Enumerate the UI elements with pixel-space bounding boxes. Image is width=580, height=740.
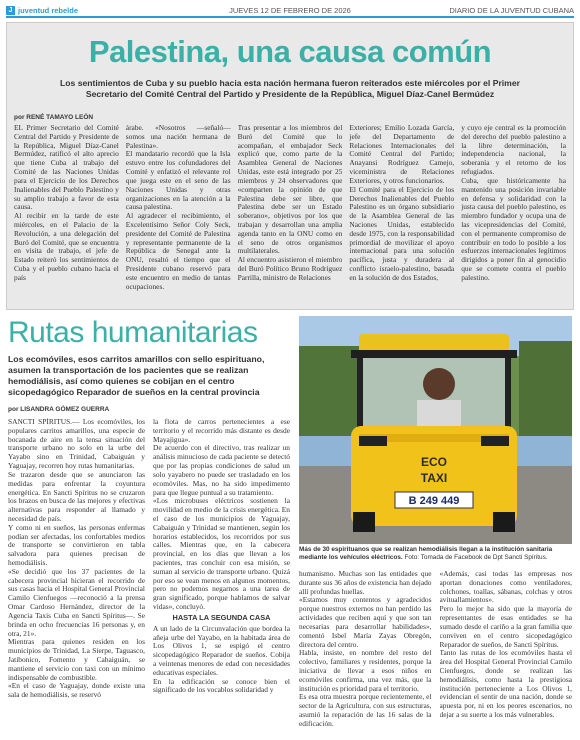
article2-columns-left bbox=[8, 418, 290, 734]
article2-col2b: A un lado de la Circunvalación que bordea la añeja urbe del Yayabo, en la habitada área de Los Olivos 1, se espigó el centro sicopedagógico Reparador de sueños. Cobija a veintenas menores de edad con necesidades educativas especiales. En la edificación se conoce bien el significado de los vocablos solidaridad y bbox=[153, 623, 290, 695]
article2-col2a: la flota de carros pertenecientes a ese territorio y el recorrido más distante es desde Mayajigua». De acuerdo con el directivo, tras realizar un análisis minucioso de cada paciente se detectó que por las propias condiciones de salud un solo yayabero no puede ser trasladado en los ecomóviles. Mas, no ha sido impedimento para que llegue puntual a su tratamiento. «Los microbuses eléctricos sostienen la movilidad en medio de la crisis energética. En el caso de los municipios de Yaguajay, Cabaiguán y Trinidad se mantienen, según los horarios establecidos, los recorridos por sus calles. Mientras que, en la cabecera provincial, en los días que llevan a los pacientes, tras concluir con esa misión, se suman al servicio de transporte urbano. Quizá por eso se vean menos en algunos momentos, pero no podemos negarnos a una tarea de gran significado, porque hablamos de salvar vidas», concluyó. bbox=[153, 418, 290, 612]
article1-col: EL Primer Secretario del Comité Central del Partido y Presidente de la República, Miguel Díaz-Canel Bermúdez, ratificó el alto aprecio que tiene Cuba al trabajo del Comité de las Naciones Unidas para el Ejercicio de los Derechos Inalienables del Pueblo Palestino y su amplio trabajo a favor de esta causa. Al recibir en la tarde de este miércoles, en el Palacio de la Revolución, a una delegación del Buró del Comité, que se encuentra en visita de trabajo, el jefe de Estado reiteró los sentimientos de Cuba y el pueblo cubano hacia el país bbox=[14, 124, 119, 282]
caption-credit: Foto: Tomada de Facebook de Dpt Sancti Spíritus. bbox=[402, 553, 548, 561]
caption-lead: Más de 30 espirituanos que se realizan hemodiálisis llegan a la institución sanitaria mediante los vehículos eléctricos. bbox=[299, 546, 553, 561]
article1-title: Palestina, una causa común bbox=[88, 34, 492, 69]
article2-col: humanismo. Muchas son las entidades que durante sus 36 años de existencia han dejado allí profundas huellas. «Estamos muy contentos y agradecidos porque nuestros externos no han perdido las actividades que reciben aquí y que son tan necesarias para desarrollar habilidades», comentó Isbel María Zayas Obregón, directora del centro. Habla, insiste, en nombre del resto del colectivo, familiares y residentes, porque la iniciativa de llevar a esos niños en ecomóviles confirma, una vez más, que la institución es prioridad para el territorio. Es esa otra muestra porque recientemente, el sector de la Agricultura, con sus estructuras, asumió la reparación de las 16 salas de la edificación. bbox=[299, 570, 432, 728]
photo-caption bbox=[299, 546, 572, 561]
article1-deck: Los sentimientos de Cuba y su pueblo hacia esta nación hermana fueron reiterados este miércoles por el Primer Secretario del Comité Central del Partido y Presidente de la República, Miguel Díaz-Canel Bermúdez bbox=[60, 78, 520, 99]
article2-columns-right bbox=[299, 570, 572, 734]
article1-col: Exteriores; Emilio Lozada García, jefe del Departamento de Relaciones Internacionales del Comité Central del Partido; Anayansi Rodríguez Camejo, viceministra de Relaciones Exteriores, y otros funcionarios. El Comité para el Ejercicio de los Derechos Inalienables del Pueblo Palestino es un órgano subsidiario de la Asamblea General de las Naciones Unidas, establecido desde 1975, con la responsabilidad primordial de movilizar el apoyo internacional para una solución pacífica, justa y duradera al conflicto israelo-palestino, basada en la solución de dos Estados, bbox=[349, 124, 455, 282]
article2-subhead: HASTA LA SEGUNDA CASA bbox=[172, 612, 271, 622]
license-plate: B 249 449 bbox=[408, 495, 460, 507]
article2-col bbox=[153, 418, 290, 734]
paper-name: DIARIO DE LA JUVENTUD CUBANA bbox=[449, 5, 574, 15]
issue-date: JUEVES 12 DE FEBRERO DE 2026 bbox=[229, 5, 351, 15]
ecomovil-photo bbox=[299, 316, 572, 544]
article2-col: SANCTI SPÍRITUS.— Los ecomóviles, los populares carritos amarillos, una especie de bocanada de aire en la tensa situación del transporte urbano no solo en la urbe del Yayabo sino en Trinidad, Cabaiguán y Yaguajay, recorren hoy rutas humanitarias. Se trazaron desde que se anunciaron las medidas para enfrentar la coyuntura energética. En Sancti Spíritus no se cruzaron los brazos en busca de las mejores y efectivas alternativas para responder al llamado y necesidad de país. Y como ni en sueños, las personas enfermas podían ser afectadas, los confortables medios de transporte se convirtieron en tabla salvadora para quienes precisan de hemodiálisis. «Se decidió que los 37 pacientes de la cabecera provincial hicieran el recorrido de sus casas hacia el Hospital General Provincial Camilo Cienfuegos —reconoció a la prensa Omar Cardoso Hernández, director de la Agencia Taxis Cuba en Sancti Spíritus—. Se brinda en ocho frecuencias 16 personas y, en otra, 21». Mientras para quienes residen en los municipios de Trinidad, La Sierpe, Taguasco, Jatibonico, Fomento y Cabaiguán, se mantiene el servicio con taxi con un mínimo indispensable de combustible. «En el caso de Yaguajay, donde existe una sala de hemodiálisis, se reservó bbox=[8, 418, 145, 700]
ecomovil-illustration bbox=[299, 316, 572, 544]
article1-col: árabe. «Nosotros —señaló— somos una nación hermana de Palestina». El mandatario recordó que la Isla estuvo entre los cofundadores del Comité y enfatizó el relevante rol que juega este en el seno de las Naciones Unidas y otras organizaciones en la atención a la causa palestina. Al agradecer el recibimiento, el Excelentísimo Señor Coly Seck, presidente del Comité de Palestina y representante permanente de la República de Senegal ante la ONU, resaltó el tiempo que el Presidente cubano reservó para este encuentro en medio de tantas ocupaciones. bbox=[125, 124, 231, 291]
svg-text:TAXI: TAXI bbox=[420, 471, 448, 485]
article2-col: «Además, casi todas las empresas nos aportan donaciones como ventiladores, colchones, toallas, sábanas, colchas y otros avituallamientos». Pero lo mejor ha sido que la mayoría de representantes de esas entidades se ha sumado desde el cariño a la gran familia que conviven en el centro sicopedagógico Reparador de sueños, de Sancti Spíritus. Tanto las rutas de los ecomóviles hasta el área del Hospital General Provincial Camilo Cienfuegos, donde se realizan las hemodiálisis, como hasta la prestigiosa institución perteneciente a Los Olivos 1, evidencian el sentir de una nación, donde se apuesta por, ni en los peores escenarios, no dejar a su suerte a los más vulnerables. bbox=[439, 570, 572, 719]
page-header bbox=[6, 4, 574, 18]
logo-mark-icon: J bbox=[6, 6, 15, 15]
article2-title: Rutas humanitarias bbox=[8, 316, 258, 349]
article1-col: y cuyo eje central es la promoción del derecho del pueblo palestino a la libre determinación, la independencia nacional, la soberanía y el retorno de los refugiados. Cuba, que históricamente ha mantenido una posición invariable en defensa y solidaridad con la justa causa del pueblo palestino, es miembro fundador y ocupa una de las vicepresidencias del Comité, con el permanente compromiso de contribuir en todo lo posible a los esfuerzos internacionales legítimos dirigidos a poner fin al genocidio que se comete contra el pueblo palestino. bbox=[461, 124, 566, 282]
article1-byline: por RENÉ TAMAYO LEÓN bbox=[14, 114, 94, 121]
svg-text:ECO: ECO bbox=[420, 455, 448, 469]
article2-deck: Los ecomóviles, esos carritos amarillos con sello espirituano, asumen la transportación de los pacientes que se realizan hemodiálisis, así como quienes se cobijan en el centro sicopedagógico Reparador de sueños en la central provincia bbox=[8, 354, 265, 397]
article1-col: Tras presentar a los miembros del Buró del Comité que lo acompañan, el embajador Seck explicó que, como parte de la Asamblea General de Naciones Unidas, este está integrado por 25 miembros y 24 observadores que «comparten la opinión de que Palestina debe ser libre, que Palestina debe ser un Estado soberano», objetivos por los que trabajan y desarrollan una amplia agenda tanto en la ONU como en el seno de otros organismos multilaterales. Al encuentro asistieron el miembro del Buró Político Bruno Rodríguez Parrilla, ministro de Relaciones bbox=[237, 124, 343, 282]
article2-byline: por LISANDRA GÓMEZ GUERRA bbox=[8, 406, 110, 413]
article1-columns bbox=[14, 124, 566, 306]
section-name: juventud rebelde bbox=[18, 5, 79, 15]
